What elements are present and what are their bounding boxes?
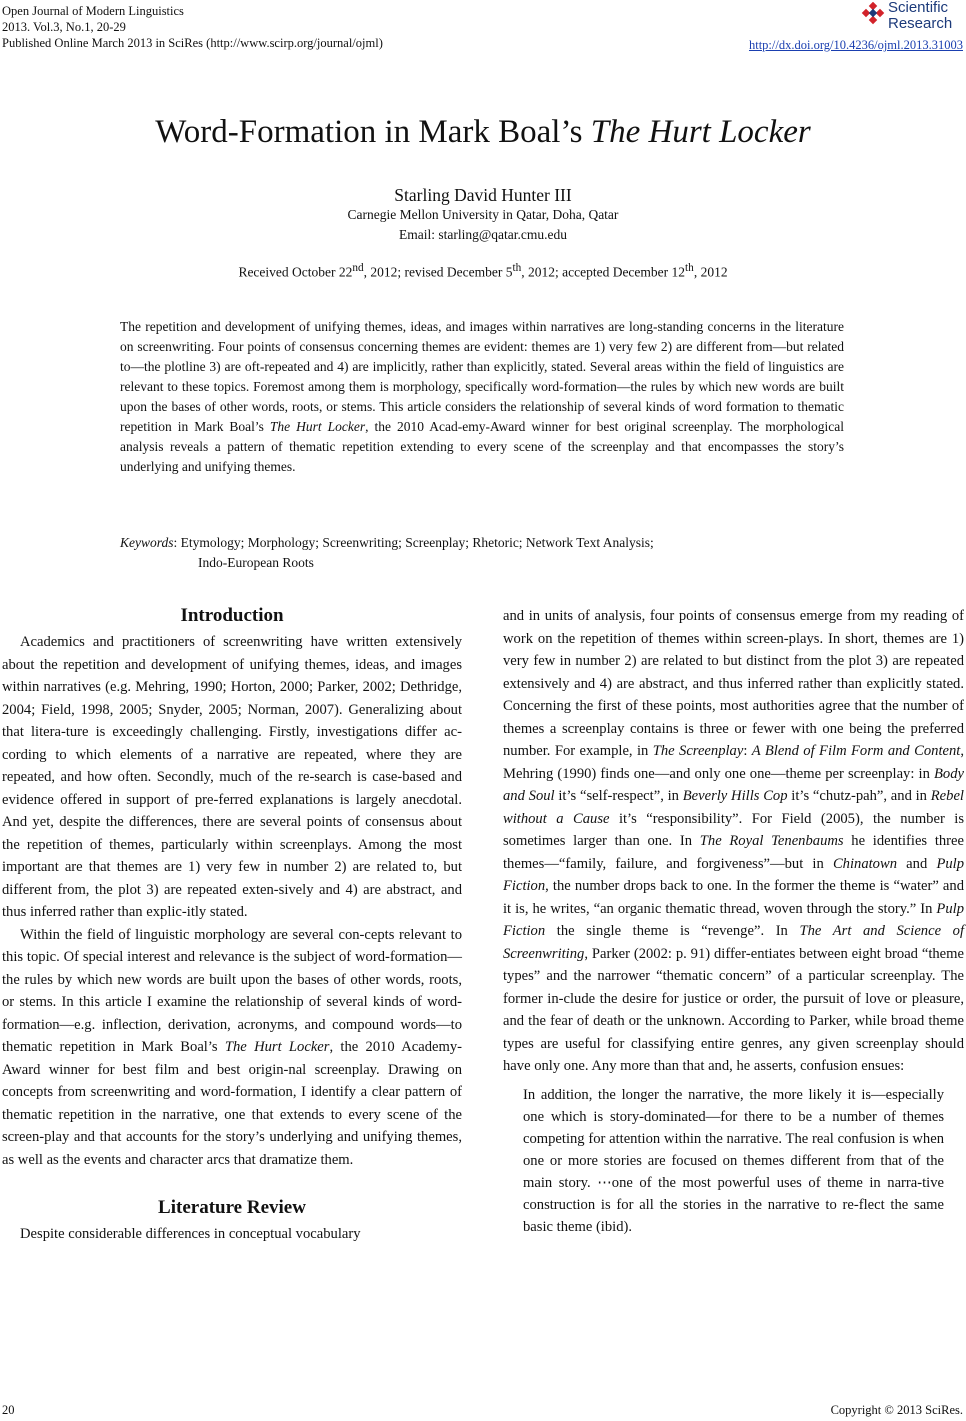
intro-paragraph-1: Academics and practitioners of screenwriting have written extensively about the repetition and development of unifying themes, ideas, and images within narratives (e.g. Mehring, 1990; Horton, 2000; Parker, 2002; Dethridge, 2004; Field, 1998, 2005; Snyder, 2005; Norman, 2007). Generalizing about that litera-ture is exceedingly challenging. Firstly, investigations differ ac-cording to which elements of a narrative are repeated, where they are repeated, and how often. Secondly, much of the re-search is case-based and evidence offered in support of pre-ferred explanations is largely anecdotal. And yet, despite the differences, there are several points of consensus about the repetition of themes, particularly within screenplays. Among the most important are that themes are 1) very few in number 2) are related to, but different from, the plot 3) are repeated exten-sively and 4) are abstract, and thus inferred rather than explic-itly stated. bbox=[2, 634, 462, 920]
doi-link-container bbox=[749, 37, 963, 53]
section-heading-introduction: Introduction bbox=[180, 605, 284, 626]
intro-paragraph-2: Within the field of linguistic morphology are several con-cepts relevant to this topic. Of special interest and relevance is the subject of word-formation—the rules by which new words are built upon the bases of other words, roots, or stems. In this article I examine the relationship of several kinds of word-formation—e.g. inflection, derivation, acronyms, and compound words—to thematic repetition in Mark Boal’s The Hurt Locker, the 2010 Academy-Award winner for best film and best origin-nal screenplay. Drawing on concepts from screenwriting and word-formation, I identify a clear pattern of thematic repetition in the narrative, one that extends to every scene of the screen-play and that accounts for the story’s underlying and unifying themes, as well as the events and character arcs that dramatize them. bbox=[2, 926, 462, 1168]
publisher-logo bbox=[860, 0, 958, 36]
keywords-label: Keywords bbox=[120, 535, 174, 550]
journal-name: Open Journal of Modern Linguistics bbox=[2, 4, 184, 18]
doi-link[interactable]: http://dx.doi.org/10.4236/ojml.2013.31003 bbox=[748, 38, 963, 52]
right-column bbox=[503, 605, 964, 1238]
received-dates: Received October 22nd, 2012; revised December 5th, 2012; accepted December 12th, 2012 bbox=[238, 262, 728, 280]
keywords-line2: Indo-European Roots bbox=[198, 555, 314, 570]
publication-note: Published Online March 2013 in SciRes (http://www.scirp.org/journal/ojml) bbox=[2, 36, 383, 50]
left-column bbox=[2, 601, 462, 1246]
logo-mark-icon bbox=[860, 2, 886, 28]
paper-title: Word-Formation in Mark Boal’s The Hurt Locker bbox=[155, 114, 811, 150]
abstract: The repetition and development of unifying themes, ideas, and images within narratives are long-standing concerns in the literature on screenwriting. Four points of consensus concerning themes are evident: themes are 1) very few 2) are different from—but related to—the plotline 3) are oft-repeated and 4) are implicitly, rather than explicitly, stated. Several areas within the field of linguistics are relevant to these topics. Foremost among them is morphology, specifically word-formation—the rules by which new words are built upon the bases of other words, roots, or stems. This article considers the relationship of several kinds of word formation to thematic repetition in Mark Boal’s The Hurt Locker, the 2010 Acad-emy-Award winner for best original screenplay. The morphological analysis reveals a pattern of thematic repetition extending to every scene of the screenplay and that encompasses the story’s underlying and unifying themes. bbox=[120, 319, 844, 474]
journal-header bbox=[2, 3, 383, 51]
author-name: Starling David Hunter III bbox=[394, 185, 572, 205]
logo-text: Scientific Research bbox=[888, 0, 953, 32]
author-affiliation: Carnegie Mellon University in Qatar, Doha, Qatar bbox=[347, 207, 619, 222]
litreview-paragraph-1: Despite considerable differences in conceptual vocabulary bbox=[20, 1226, 361, 1242]
copyright-notice: Copyright © 2013 SciRes. bbox=[830, 1403, 963, 1417]
section-heading-literature-review: Literature Review bbox=[158, 1197, 306, 1218]
block-quote-text: In addition, the longer the narrative, the more likely it is—especially one which is story-dominated—for there to be a number of themes competing for attention within the narrative. The real confusion is when one or more stories are focused on themes different from that of the main story. ⋯one of the most powerful uses of theme in narra-tive construction is for all the stories in the narrative to re-flect the same basic theme (ibid). bbox=[523, 1086, 944, 1235]
keywords-line1: : Etymology; Morphology; Screenwriting; Screenplay; Rhetoric; Network Text Analysis; bbox=[173, 535, 654, 550]
keywords bbox=[120, 533, 844, 573]
block-quote bbox=[523, 1084, 944, 1238]
journal-volume: 2013. Vol.3, No.1, 20-29 bbox=[2, 20, 126, 34]
litreview-paragraph-continued: and in units of analysis, four points of consensus emerge from my reading of work on the repetition of themes within screen-plays. In short, themes are 1) very few in number 2) are related to but distinct from the plot 3) are repeated extensively and 4) are abstract, and thus inferred rather than explicitly stated. Concerning the first of these points, most authorities agree that the number of themes a screenplay contains is three or fewer with one being the preferred number. For example, in The Screenplay: A Blend of Film Form and Content, Mehring (1990) finds one—and only one one—theme per screenplay: in Body and Soul it’s “self-respect”, in Beverly Hills Cop it’s “chutz-pah”, and in Rebel without a Cause it’s “responsibility”. For Field (2005), the number is sometimes larger than one. In The Royal Tenenbaums he identifies three themes—“family, failure, and forgiveness”—but in Chinatown and Pulp Fiction, the number drops back to one. In the former the theme is “water” and it is, he writes, “an organic thematic thread, woven through the story.” In Pulp Fiction the single theme is “revenge”. In The Art and Science of Screenwriting, Parker (2002: p. 91) differ-entiates between eight broad “theme types” and the narrower “thematic concern” of a particular screenplay. The former in-clude the desire for justice or order, the pursuit of love or pleasure, and the fear of death or the unknown. According to Parker, while broad theme types are useful for classifying entire genres, any given screenplay should have only one. Any more than that and, he asserts, confusion ensues: bbox=[503, 608, 965, 1074]
author-email: Email: starling@qatar.cmu.edu bbox=[398, 227, 567, 242]
page-number: 20 bbox=[2, 1403, 15, 1417]
